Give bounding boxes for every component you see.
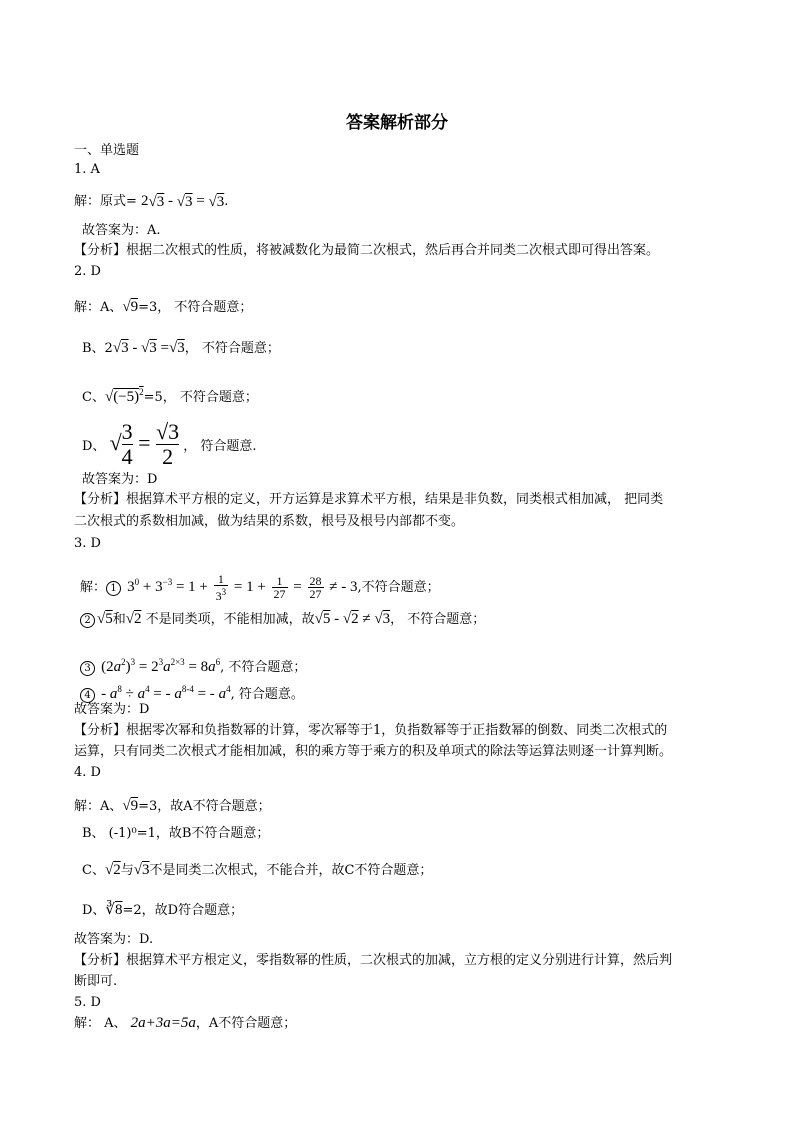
q3-item-3: 3 $(2a^2)^3 = 2^3a^{2\times 3} = 8a^6$, 不符合题意； [80, 654, 306, 676]
q2-option-c: C、$√(-5)^2=5$， 不符合题意； [82, 387, 258, 405]
q5-number: 5. D [74, 995, 101, 1010]
q1-answer: 故答案为：A. [82, 223, 161, 238]
q1-number: 1. A [74, 162, 100, 177]
q2-option-d: D、 √ $\frac{3}{4}$ = $\frac{√3}{2}$ ， 符合题意. [82, 419, 257, 470]
q3-item-1: 解： 1 $3^0 + 3^{-3} = 1$ + $\frac{1}{3^3}$ = 1 + $\frac{1}{27}$ = $\frac{28}{27}$ ≠ - 3,不符合题意； [80, 572, 440, 604]
q3-item-2: 2 √5和√2 不是同类项，不能相加减，故√5 - √2 ≠ √3， 不符合题意； [80, 611, 485, 628]
page-title: 答案解析部分 [346, 113, 448, 133]
q2-option-b: B、2√3 - √3 =√3， 不符合题意； [82, 340, 280, 356]
q3-answer: 故答案为：D [74, 702, 150, 717]
q2-analysis-line1: 【分析】根据算术平方根的定义，开方运算是求算术平方根，结果是非负数，同类根式相加减， 把同类 [74, 492, 664, 507]
q2-analysis-line2: 二次根式的系数相加减，做为结果的系数，根号及根号内部都不变。 [74, 514, 465, 529]
q3-item-4: $4 - a^8 \div a^4$ = - $a^{8-4}$ = - $a^4$, 符合题意。 [80, 681, 304, 703]
q3-analysis-line1: 【分析】根据零次幂和负指数幂的计算，零次幂等于1，负指数幂等于正指数幂的倒数、同类二次根式的 [74, 723, 668, 738]
q2-answer: 故答案为：D [82, 472, 158, 487]
section-heading: 一、单选题 [74, 143, 140, 158]
q4-option-c: C、√2与√3不是同类二次根式，不能合并，故C不符合题意； [82, 862, 433, 878]
q4-option-b: B、 (-1)⁰=1，故B不符合题意； [82, 826, 270, 841]
q5-option-a: 解： A、 2a+3a=5a，A不符合题意； [74, 1015, 297, 1031]
q1-formula: 2√3 - √3 = √3 [141, 193, 225, 210]
q4-number: 4. D [74, 765, 101, 780]
q4-option-a: 解：A、√9=3，故A不符合题意； [74, 798, 271, 814]
q2-option-a: 解：A、√9=3， 不符合题意； [74, 299, 253, 315]
q4-option-d: D、∛8=2，故D符合题意； [82, 902, 244, 918]
q1-analysis: 【分析】根据二次根式的性质，将被减数化为最简二次根式，然后再合并同类二次根式即可得出答案。 [74, 243, 660, 258]
q2-number: 2. D [74, 264, 101, 279]
q4-analysis-line2: 断即可. [74, 974, 118, 989]
q4-analysis-line1: 【分析】根据算术平方根定义，零指数幂的性质，二次根式的加减，立方根的定义分别进行计算，然后判 [74, 953, 673, 968]
q3-analysis-line2: 运算，只有同类二次根式才能相加减，积的乘方等于乘方的积及单项式的除法等运算法则逐一计算判断。 [74, 744, 673, 759]
q1-solution: 解：原式= 2√3 - √3 = √3. [74, 193, 229, 210]
q4-answer: 故答案为：D. [74, 932, 154, 947]
q3-number: 3. D [74, 536, 101, 551]
